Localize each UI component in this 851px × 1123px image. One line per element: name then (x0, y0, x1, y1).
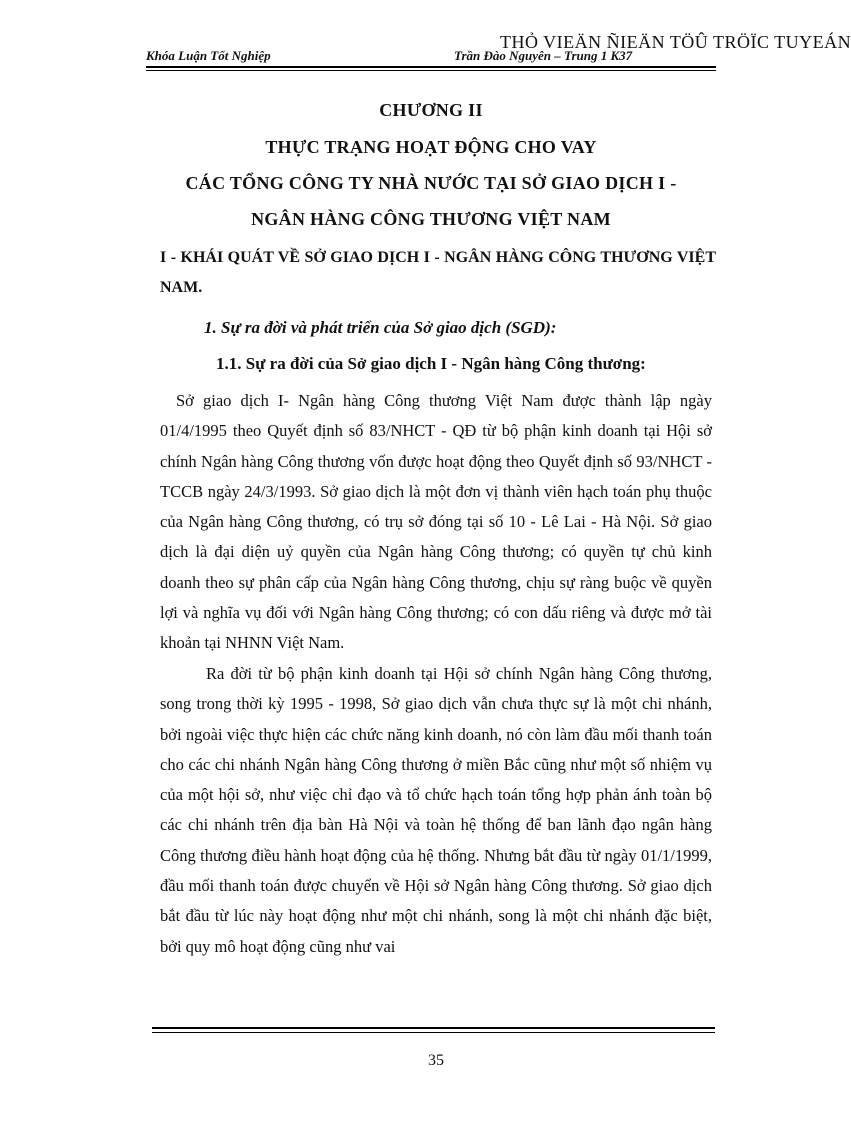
footer-rule-thin (152, 1032, 715, 1033)
chapter-title-line3: NGÂN HÀNG CÔNG THƯƠNG VIỆT NAM (251, 209, 611, 229)
subsection-heading: 1. Sự ra đời và phát triển của Sở giao dịch (SGD): (204, 318, 557, 337)
chapter-number: CHƯƠNG II (379, 100, 483, 120)
chapter-title-line1: THỰC TRẠNG HOẠT ĐỘNG CHO VAY (265, 137, 597, 157)
page-number: 35 (428, 1052, 444, 1069)
chapter-title-line2: CÁC TỔNG CÔNG TY NHÀ NƯỚC TẠI SỞ GIAO DỊCH I - (185, 173, 677, 193)
footer-rule (152, 1027, 715, 1029)
header-rule (146, 66, 716, 68)
watermark-text: THỎ VIEÄN ÑIEÄN TÖÛ TRÖÏC TUYEÁN (500, 32, 851, 52)
subsubsection-heading: 1.1. Sự ra đời của Sở giao dịch I - Ngân hàng Công thương: (216, 354, 646, 373)
header-right-text: Trần Đào Nguyên – Trung 1 K37 (454, 48, 633, 63)
paragraph-2: Ra đời từ bộ phận kinh doanh tại Hội sở chính Ngân hàng Công thương, song trong thời kỳ 1995 - 1998, Sở giao dịch vẫn chưa thực sự là một chi nhánh, bởi ngoài việc thực hiện các chức năng kinh doanh, nó còn làm đầu mối thanh toán cho các chi nhánh Ngân hàng Công thương ở miền Bắc cũng như một số nhiệm vụ của một hội sở, như việc chỉ đạo và tổ chức hạch toán tổng hợp phản ánh toàn bộ các chi nhánh trên địa bàn Hà Nội và toàn hệ thống để ban lãnh đạo ngân hàng Công thương điều hành hoạt động của hệ thống. Nhưng bắt đầu từ ngày 01/1/1999, đầu mối thanh toán được chuyển về Hội sở Ngân hàng Công thương. Sở giao dịch bắt đầu từ lúc này hoạt động như một chi nhánh, song là một chi nhánh đặc biệt, bởi quy mô hoạt động cũng như vai (160, 664, 712, 956)
header-left-text: Khóa Luận Tốt Nghiệp (146, 48, 271, 63)
section-heading: I - KHÁI QUÁT VỀ SỞ GIAO DỊCH I - NGÂN HÀNG CÔNG THƯƠNG VIỆT NAM. (160, 249, 716, 296)
paragraph-1: Sở giao dịch I- Ngân hàng Công thương Việt Nam được thành lập ngày 01/4/1995 theo Quyết định số 83/NHCT - QĐ từ bộ phận kinh doanh tại Hội sở chính Ngân hàng Công thương vốn được hoạt động theo Quyết định số 93/NHCT - TCCB ngày 24/3/1993. Sở giao dịch là một đơn vị thành viên hạch toán phụ thuộc của Ngân hàng Công thương, có trụ sở đóng tại số 10 - Lê Lai - Hà Nội. Sở giao dịch là đại diện uỷ quyền của Ngân hàng Công thương; có quyền tự chủ kinh doanh theo sự phân cấp của Ngân hàng Công thương, chịu sự ràng buộc về quyền lợi và nghĩa vụ đối với Ngân hàng Công thương; có con dấu riêng và được mở tài khoản tại NHNN Việt Nam. (160, 391, 712, 653)
header-rule-thin (146, 70, 716, 71)
